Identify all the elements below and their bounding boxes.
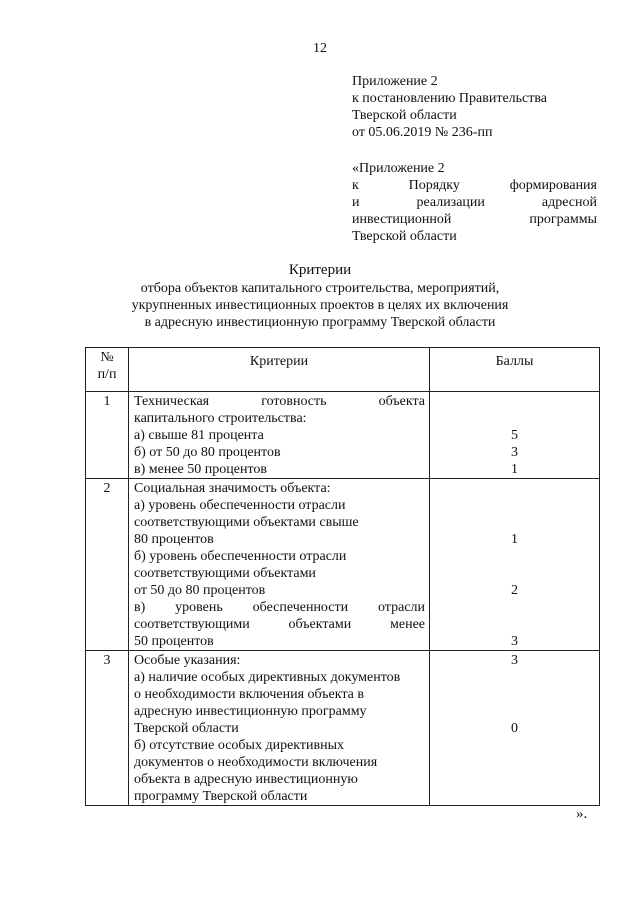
appendix-quote-line: «Приложение 2 [352, 161, 445, 176]
points-line [430, 497, 599, 514]
word: реализации [416, 195, 485, 210]
word: в) [134, 600, 146, 615]
title-subtitle-line: в адресную инвестиционную программу Тверской области [144, 315, 496, 330]
points-line: 3 [511, 653, 518, 668]
criteria-line: соответствующими объектами свыше [134, 515, 359, 530]
criteria-line: Особые указания: [134, 653, 241, 668]
points-line [430, 514, 599, 531]
points-line [430, 410, 599, 427]
header-points: Баллы [430, 348, 600, 392]
header-number-line: № [100, 350, 114, 365]
word: отрасли [377, 600, 425, 615]
appendix-quote-line [352, 211, 597, 228]
word: инвестиционной [352, 212, 452, 227]
points-line [430, 616, 599, 633]
criteria-line: документов о необходимости включения [134, 755, 378, 770]
criteria-line: в) менее 50 процентов [134, 462, 267, 477]
title-subtitle-line: укрупненных инвестиционных проектов в целях их включения [131, 298, 509, 313]
criteria-line: программу Тверской области [134, 789, 308, 804]
header-criteria: Критерии [129, 348, 430, 392]
points-line: 2 [511, 583, 518, 598]
word: соответствующими [134, 617, 250, 632]
points-line [430, 686, 599, 703]
row-points [430, 392, 600, 479]
word: объекта [378, 394, 425, 409]
row-criteria [129, 479, 430, 651]
criteria-line: а) свыше 81 процента [134, 428, 264, 443]
word: формирования [509, 178, 597, 193]
appendix-header-line: от 05.06.2019 № 236-пп [352, 125, 493, 140]
points-line [430, 565, 599, 582]
row-criteria [129, 392, 430, 479]
table-row [86, 651, 600, 806]
appendix-header-line: к постановлению Правительства [352, 91, 548, 106]
criteria-line: а) уровень обеспеченности отрасли [134, 498, 346, 513]
word: и [352, 195, 360, 210]
header-number [86, 348, 129, 392]
criteria-line: 80 процентов [134, 532, 214, 547]
appendix-header-line: Тверской области [352, 108, 457, 123]
row-points [430, 651, 600, 806]
word: менее [390, 617, 425, 632]
criteria-line [134, 393, 425, 410]
appendix-quote [352, 160, 597, 245]
criteria-line: адресную инвестиционную программу [134, 704, 367, 719]
appendix-header-line: Приложение 2 [352, 74, 438, 89]
table-row [86, 392, 600, 479]
row-points [430, 479, 600, 651]
row-number: 3 [86, 651, 129, 806]
points-line [430, 703, 599, 720]
word: к [352, 178, 359, 193]
criteria-line: а) наличие особых директивных документов [134, 670, 401, 685]
criteria-line: объекта в адресную инвестиционную [134, 772, 358, 787]
word: Порядку [408, 178, 460, 193]
table-row [86, 479, 600, 651]
criteria-line: соответствующими объектами [134, 566, 316, 581]
criteria-line [134, 599, 425, 616]
closing-quote-mark: ». [576, 806, 588, 822]
points-line [430, 393, 599, 410]
criteria-line: б) от 50 до 80 процентов [134, 445, 281, 460]
criteria-line: Тверской области [134, 721, 239, 736]
title-heading: Критерии [288, 262, 352, 278]
word: программы [529, 212, 597, 227]
criteria-line: от 50 до 80 процентов [134, 583, 266, 598]
appendix-quote-line [352, 177, 597, 194]
word: готовность [261, 394, 327, 409]
row-criteria [129, 651, 430, 806]
appendix-quote-line [352, 194, 597, 211]
word: Техническая [134, 394, 210, 409]
title-subtitle-line: отбора объектов капитального строительства, мероприятий, [140, 281, 500, 296]
word: адресной [541, 195, 597, 210]
row-number: 1 [86, 392, 129, 479]
criteria-line: о необходимости включения объекта в [134, 687, 364, 702]
appendix-quote-line: Тверской области [352, 229, 457, 244]
appendix-header [352, 73, 612, 141]
points-line [430, 599, 599, 616]
document-title [0, 262, 640, 331]
criteria-line: б) отсутствие особых директивных [134, 738, 345, 753]
points-line [430, 669, 599, 686]
page-number: 12 [313, 41, 327, 56]
points-line: 0 [511, 721, 518, 736]
table-header-row [86, 348, 600, 392]
header-number-line: п/п [97, 367, 117, 382]
criteria-line: б) уровень обеспеченности отрасли [134, 549, 347, 564]
criteria-line: Социальная значимость объекта: [134, 481, 331, 496]
row-number: 2 [86, 479, 129, 651]
points-line [430, 480, 599, 497]
points-line [430, 548, 599, 565]
points-line: 1 [511, 532, 518, 547]
points-line: 5 [511, 428, 518, 443]
word: обеспеченности [252, 600, 349, 615]
criteria-line: 50 процентов [134, 634, 214, 649]
points-line: 3 [511, 445, 518, 460]
criteria-table [85, 347, 600, 806]
word: уровень [175, 600, 223, 615]
criteria-line: капитального строительства: [134, 411, 307, 426]
points-line: 1 [511, 462, 518, 477]
criteria-line [134, 616, 425, 633]
points-line: 3 [511, 634, 518, 649]
word: объектами [288, 617, 352, 632]
